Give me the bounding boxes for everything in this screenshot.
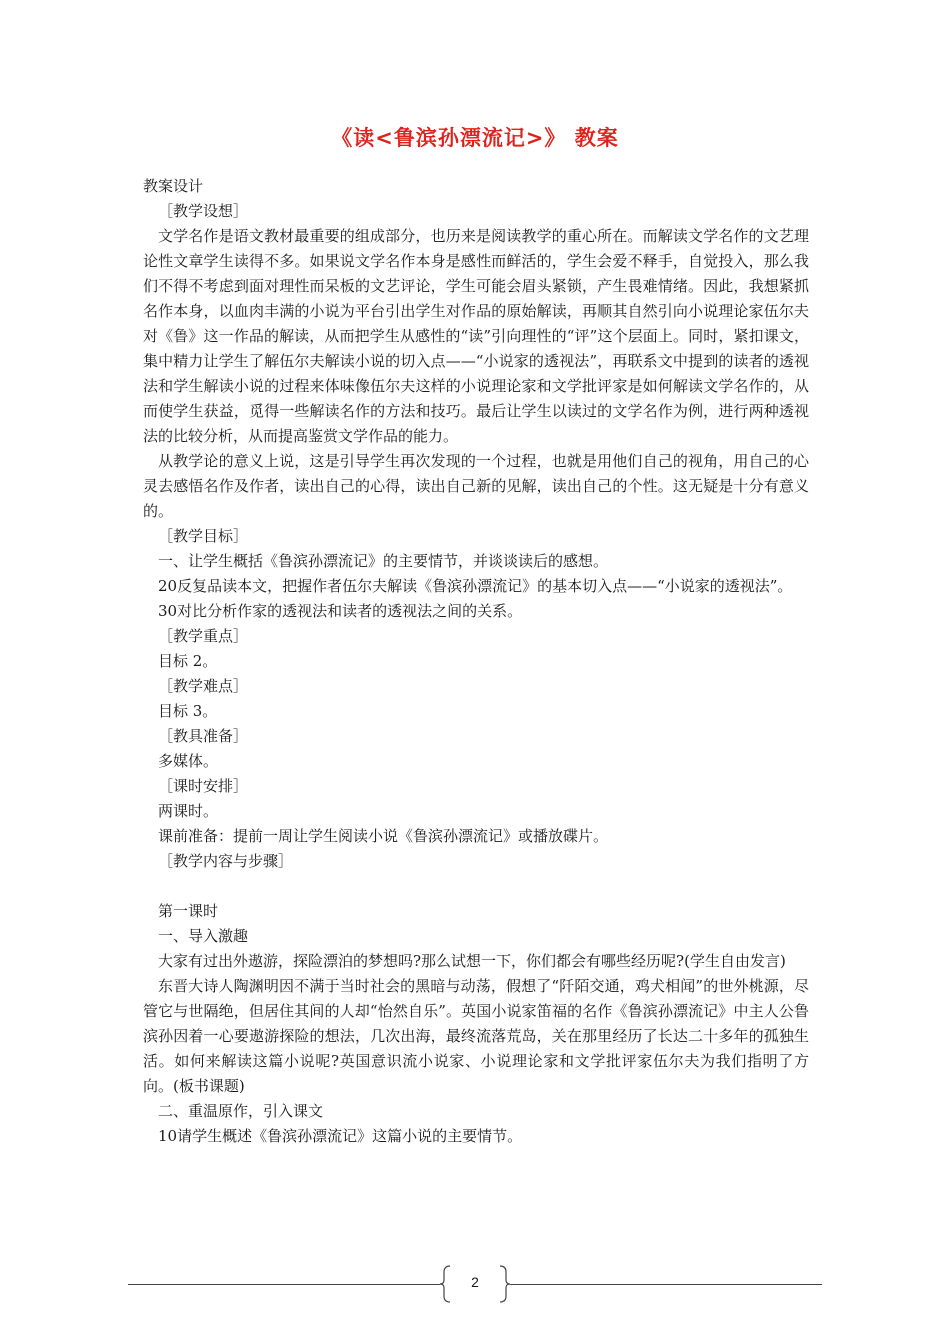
document-title: 《读<鲁滨孙漂流记>》 教案: [331, 126, 619, 150]
paragraph: 文学名作是语文教材最重要的组成部分，也历来是阅读教学的重心所在。而解读文学名作的文艺理论性文章学生读得不多。如果说文学名作本身是感性而鲜活的，学生会爱不释手，自觉投入，那么我们不得不考虑到面对理性而呆板的文艺评论，学生可能会眉头紧锁，产生畏难情绪。因此，我想紧抓名作本身，以血肉丰满的小说为平台引出学生对作品的原始解读，再顺其自然引向小说理论家伍尔夫对《鲁》这一作品的解读，从而把学生从感性的“读”引向理性的“评”这个层面上。同时，紧扣课文，集中精力让学生了解伍尔夫解读小说的切入点——“小说家的透视法”，再联系文中提到的读者的透视法和学生解读小说的过程来体味像伍尔夫这样的小说理论家和文学批评家是如何解读文学名作的，从而使学生获益，觅得一些解读名作的方法和技巧。最后让学生以读过的文学名作为例，进行两种透视法的比较分析，从而提高鉴赏文学作品的能力。: [143, 227, 809, 445]
paragraph: ［课时安排］: [158, 777, 249, 795]
page-number: 2: [471, 1274, 479, 1290]
paragraph: ［教具准备］: [158, 727, 249, 745]
paragraph: 第一课时: [158, 902, 219, 920]
paragraph: ［教学设想］: [158, 202, 249, 220]
paragraph-spacer: [143, 874, 809, 899]
paragraph: 课前准备：提前一周让学生阅读小说《鲁滨孙漂流记》或播放碟片。: [158, 827, 609, 845]
paragraph: 教案设计: [143, 177, 204, 195]
footer-rule-right: [510, 1284, 822, 1285]
paragraph: 一、导入激趣: [158, 927, 249, 945]
paragraph: 30对比分析作家的透视法和读者的透视法之间的关系。: [158, 602, 523, 620]
paragraph: 东晋大诗人陶渊明因不满于当时社会的黑暗与动荡，假想了“阡陌交通，鸡犬相闻”的世外桃源，尽管它与世隔绝，但居住其间的人却“怡然自乐”。英国小说家笛福的名作《鲁滨孙漂流记》中主人公鲁滨孙因着一心要遨游探险的想法，几次出海，最终流落荒岛，关在那里经历了长达二十多年的孤独生活。如何来解读这篇小说呢?英国意识流小说家、小说理论家和文学批评家伍尔夫为我们指明了方向。(板书课题): [143, 977, 809, 1095]
footer-rule-left: [128, 1284, 440, 1285]
paragraph: 二、重温原作，引入课文: [158, 1102, 324, 1120]
paragraph: ［教学难点］: [158, 677, 249, 695]
paragraph: 大家有过出外遨游，探险漂泊的梦想吗?那么试想一下，你们都会有哪些经历呢?(学生自由发言): [158, 952, 786, 970]
paragraph: 从教学论的意义上说，这是引导学生再次发现的一个过程，也就是用他们自己的视角，用自己的心灵去感悟名作及作者，读出自己的心得，读出自己新的见解，读出自己的个性。这无疑是十分有意义的。: [143, 452, 809, 520]
paragraph: ［教学内容与步骤］: [158, 852, 294, 870]
paragraph: 一、让学生概括《鲁滨孙漂流记》的主要情节，并谈谈读后的感想。: [158, 552, 609, 570]
document-body: [143, 174, 809, 1149]
paragraph: 10请学生概述《鲁滨孙漂流记》这篇小说的主要情节。: [158, 1127, 523, 1145]
page-footer: [128, 1262, 822, 1306]
paragraph: 目标 3。: [158, 702, 218, 720]
paragraph: 目标 2。: [158, 652, 218, 670]
paragraph: ［教学目标］: [158, 527, 249, 545]
paragraph: 多媒体。: [158, 752, 219, 770]
paragraph: 20反复品读本文，把握作者伍尔夫解读《鲁滨孙漂流记》的基本切入点——“小说家的透视法”。: [158, 577, 793, 595]
paragraph: ［教学重点］: [158, 627, 249, 645]
paragraph: 两课时。: [158, 802, 219, 820]
